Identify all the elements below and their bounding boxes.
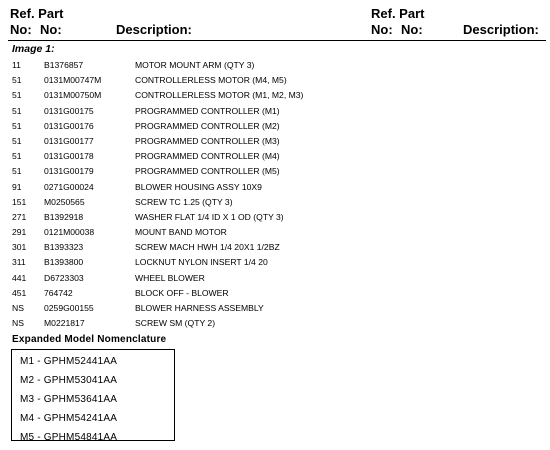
part-number: B1393323 — [44, 242, 84, 253]
parts-list — [0, 58, 550, 331]
part-description: MOTOR MOUNT ARM (QTY 3) — [135, 60, 255, 70]
part-number: 0131G00175 — [44, 105, 94, 116]
header-part-no-right: No: — [401, 22, 423, 37]
part-number: 764742 — [44, 287, 73, 298]
header-part-no-left: No: — [40, 22, 62, 37]
header-no-no-left — [10, 22, 62, 37]
part-description: PROGRAMMED CONTROLLER (M2) — [135, 120, 280, 131]
table-row — [0, 134, 550, 149]
part-description: PROGRAMMED CONTROLLER (M1) — [135, 105, 280, 116]
ref-number: 311 — [12, 257, 26, 268]
ref-number: 271 — [12, 211, 27, 222]
table-row — [0, 58, 550, 73]
part-description: PROGRAMMED CONTROLLER (M4) — [135, 151, 280, 162]
table-row — [0, 271, 550, 286]
table-row — [0, 286, 550, 301]
part-description: SCREW MACH HWH 1/4 20X1 1/2BZ — [135, 242, 280, 253]
part-number: B1393800 — [44, 257, 84, 268]
nomenclature-item: M3 - GPHM53641AA — [20, 394, 118, 405]
header-ref-part-left: Ref. Part — [10, 6, 64, 21]
part-number: 0121M00038 — [44, 227, 95, 238]
part-description: SCREW SM (QTY 2) — [135, 318, 216, 329]
ref-number: 301 — [12, 242, 27, 253]
ref-number: 11 — [12, 60, 21, 70]
table-row — [0, 240, 550, 255]
ref-number: 51 — [12, 166, 22, 177]
part-description: PROGRAMMED CONTROLLER (M3) — [135, 135, 280, 146]
ref-number: NS — [12, 303, 24, 313]
part-description: MOUNT BAND MOTOR — [135, 227, 227, 238]
part-description: LOCKNUT NYLON INSERT 1/4 20 — [135, 257, 268, 268]
table-row — [0, 316, 550, 331]
part-description: SCREW TC 1.25 (QTY 3) — [135, 196, 233, 207]
ref-number: 291 — [12, 227, 27, 238]
header-ref-part-right: Ref. Part — [371, 6, 425, 21]
ref-number: 51 — [12, 151, 22, 162]
nomenclature-box — [11, 349, 175, 441]
part-number: D6723303 — [44, 272, 84, 283]
table-row — [0, 255, 550, 270]
part-number: 0259G00155 — [44, 303, 94, 313]
header-ref-no-right: No: — [371, 22, 393, 37]
ref-number: 151 — [12, 196, 27, 207]
part-number: 0131G00179 — [44, 166, 94, 177]
part-description: WASHER FLAT 1/4 ID X 1 OD (QTY 3) — [135, 211, 284, 222]
section-title: Image 1: — [12, 43, 55, 55]
part-number: 0131M00747M — [44, 75, 102, 86]
table-row — [0, 301, 550, 316]
table-row — [0, 164, 550, 179]
nomenclature-item: M5 - GPHM54841AA — [20, 432, 118, 443]
table-row — [0, 104, 550, 119]
header-ref-no-left: No: — [10, 22, 32, 37]
header-description-right: Description: — [463, 22, 539, 37]
ref-number: NS — [12, 318, 24, 329]
table-row — [0, 119, 550, 134]
part-description: CONTROLLERLESS MOTOR (M1, M2, M3) — [135, 90, 304, 101]
table-row — [0, 88, 550, 103]
part-description: PROGRAMMED CONTROLLER (M5) — [135, 166, 280, 177]
part-number: B1376857 — [44, 60, 84, 70]
table-row — [0, 225, 550, 240]
part-number: 0131M00750M — [44, 90, 102, 101]
table-row — [0, 210, 550, 225]
part-number: B1392918 — [44, 211, 84, 222]
part-description: BLOWER HOUSING ASSY 10X9 — [135, 181, 262, 192]
ref-number: 91 — [12, 181, 22, 192]
part-number: 0271G00024 — [44, 181, 94, 192]
part-number: 0131G00176 — [44, 120, 94, 131]
table-row — [0, 195, 550, 210]
ref-number: 441 — [12, 272, 27, 283]
ref-number: 51 — [12, 75, 22, 86]
table-row — [0, 149, 550, 164]
part-description: CONTROLLERLESS MOTOR (M4, M5) — [135, 75, 287, 86]
part-number: M0221817 — [44, 318, 85, 329]
part-description: BLOCK OFF - BLOWER — [135, 287, 229, 298]
nomenclature-title: Expanded Model Nomenclature — [12, 334, 167, 345]
part-description: WHEEL BLOWER — [135, 272, 205, 283]
part-description: BLOWER HARNESS ASSEMBLY — [135, 303, 264, 313]
ref-number: 451 — [12, 287, 27, 298]
table-row — [0, 180, 550, 195]
header-divider — [8, 40, 546, 41]
part-number: M0250565 — [44, 196, 85, 207]
header-description-left: Description: — [116, 22, 192, 37]
part-number: 0131G00177 — [44, 135, 94, 146]
ref-number: 51 — [12, 135, 22, 146]
nomenclature-item: M1 - GPHM52441AA — [20, 356, 118, 367]
ref-number: 51 — [12, 105, 22, 116]
nomenclature-item: M4 - GPHM54241AA — [20, 413, 118, 424]
ref-number: 51 — [12, 90, 22, 101]
ref-number: 51 — [12, 120, 22, 131]
header-no-no-right — [371, 22, 423, 37]
table-row — [0, 73, 550, 88]
part-number: 0131G00178 — [44, 151, 94, 162]
nomenclature-item: M2 - GPHM53041AA — [20, 375, 118, 386]
